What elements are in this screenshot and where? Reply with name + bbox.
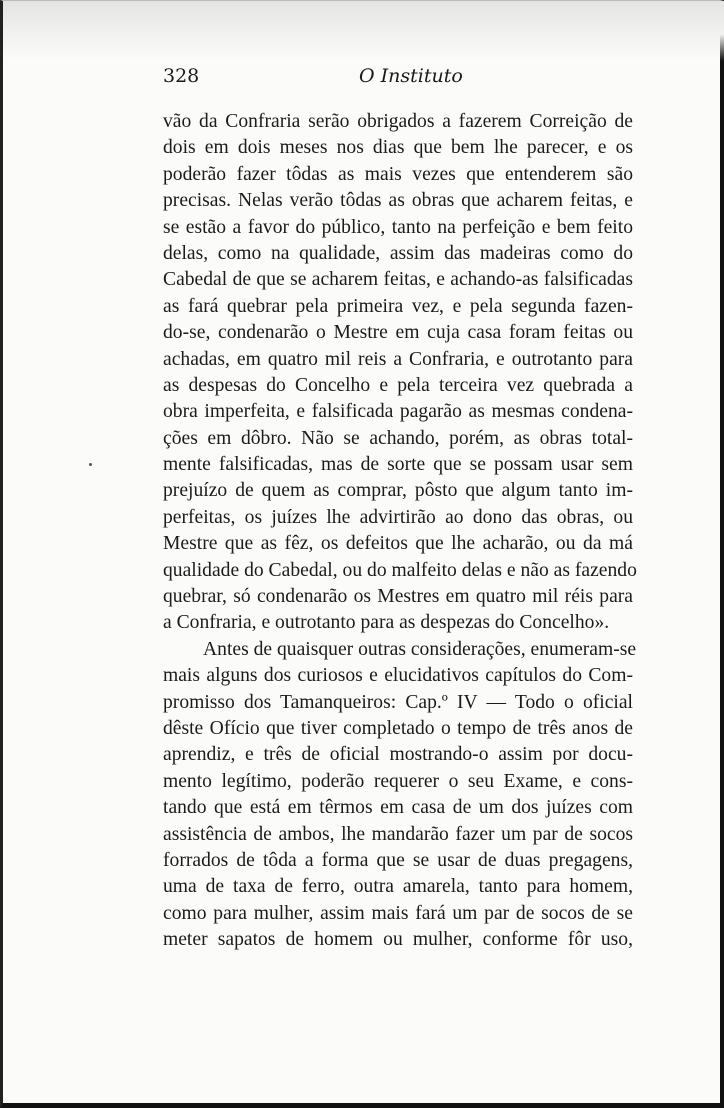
- text-line: poderão fazer tôdas as mais vezes que entenderem são: [163, 163, 633, 185]
- text-line: vão da Confraria serão obrigados a fazerem Correição de: [163, 111, 633, 132]
- text-line: como para mulher, assim mais fará um par de socos de se: [163, 902, 633, 924]
- text-line: tando que está em têrmos em casa de um dos juízes com: [163, 797, 633, 819]
- running-title: O Instituto: [359, 65, 463, 87]
- text-line: perfeitas, os juízes lhe advirtirão ao dono das obras, ou: [163, 506, 633, 528]
- text-line: se estão a favor do público, tanto na perfeição e bem feito: [163, 216, 633, 238]
- text-line: obra imperfeita, e falsificada pagarão as mesmas condena-: [163, 401, 633, 423]
- text-line: meter sapatos de homem ou mulher, conforme fôr uso,: [163, 929, 633, 951]
- scan-shading: [3, 1, 724, 61]
- text-line: as despesas do Concelho e pela terceira vez quebrada a: [163, 374, 633, 396]
- text-line: a Confraria, e outrotanto para as despezas do Concelho».: [163, 612, 610, 634]
- text-line: dois em dois meses nos dias que bem lhe parecer, e os: [163, 137, 633, 159]
- text-line: Cabedal de que se acharem feitas, e achando-as falsificadas: [163, 269, 633, 291]
- page-number: 328: [163, 65, 200, 87]
- paragraph: [163, 109, 637, 637]
- text-line: forrados de tôda a forma que se usar de duas pregagens,: [163, 849, 633, 871]
- text-line: aprendiz, e três de oficial mostrando-o assim por docu-: [163, 744, 633, 766]
- paragraph: [163, 637, 637, 954]
- text-line: promisso dos Tamanqueiros: Cap.º IV — Todo o oficial: [163, 691, 633, 713]
- text-line: ções em dôbro. Não se achando, porém, as obras total-: [163, 427, 633, 449]
- text-line: do-se, condenarão o Mestre em cuja casa foram feitas ou: [163, 322, 633, 344]
- text-line: Antes de quaisquer outras considerações, enumeram-se: [203, 638, 637, 660]
- text-line: Mestre que as fêz, os defeitos que lhe acharão, ou da má: [163, 533, 633, 555]
- ink-speck: [89, 463, 92, 466]
- text-line: uma de taxa de ferro, outra amarela, tanto para homem,: [163, 876, 633, 898]
- text-line: mento legítimo, poderão requerer o seu Exame, e cons-: [163, 770, 633, 792]
- text-line: prejuízo de quem as comprar, pôsto que algum tanto im-: [163, 480, 633, 502]
- text-line: qualidade do Cabedal, ou do malfeito delas e não as fazendo: [163, 559, 637, 581]
- page-header: [163, 65, 633, 93]
- text-line: as fará quebrar pela primeira vez, e pela segunda fazen-: [163, 295, 633, 317]
- text-line: dêste Ofício que tiver completado o tempo de três anos de: [163, 717, 633, 739]
- text-line: assistência de ambos, lhe mandarão fazer um par de socos: [163, 823, 633, 845]
- text-line: delas, como na qualidade, assim das madeiras como do: [163, 242, 633, 264]
- text-line: precisas. Nelas verão tôdas as obras que acharem feitas, e: [163, 190, 633, 212]
- text-line: achadas, em quatro mil reis a Confraria, e outrotanto para: [163, 348, 633, 370]
- text-line: mente falsificadas, mas de sorte que se possam usar sem: [163, 454, 633, 476]
- body-text: [163, 109, 637, 954]
- text-line: quebrar, só condenarão os Mestres em quatro mil réis para: [163, 586, 633, 608]
- text-line: mais alguns dos curiosos e elucidativos capítulos do Com-: [163, 665, 633, 687]
